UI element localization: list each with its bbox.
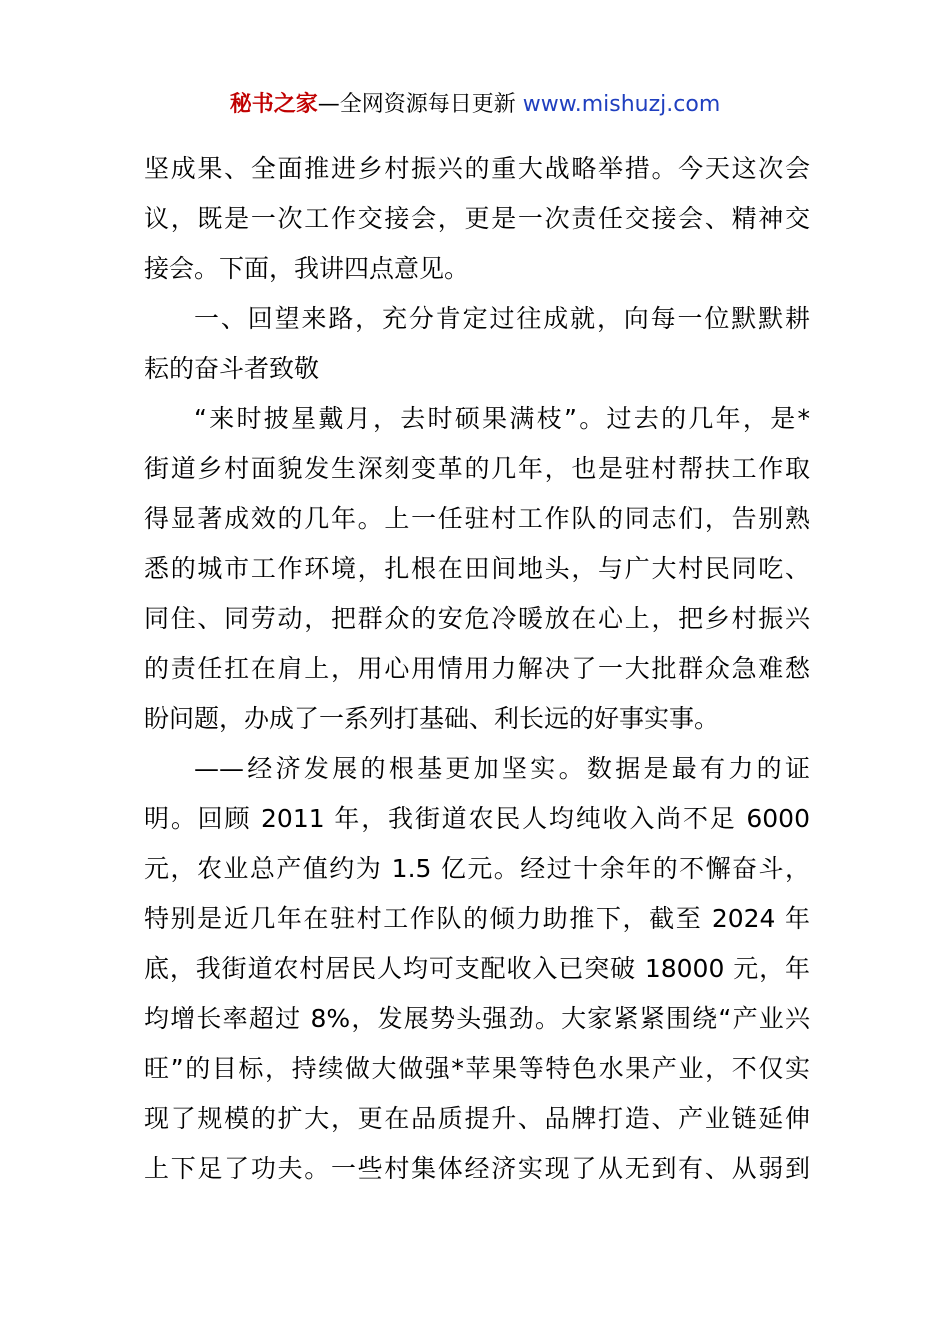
text-line: 悉的城市工作环境，扎根在田间地头，与广大村民同吃、: [144, 554, 810, 583]
text-line: 均增长率超过 8%，发展势头强劲。大家紧紧围绕“产业兴: [144, 1004, 810, 1033]
site-url-link[interactable]: www.mishuzj.com: [522, 92, 721, 117]
text-line: 得显著成效的几年。上一任驻村工作队的同志们，告别熟: [144, 504, 810, 533]
text-line: 接会。下面，我讲四点意见。: [144, 254, 470, 283]
text-line: 盼问题，办成了一系列打基础、利长远的好事实事。: [144, 704, 720, 733]
text-line: “来时披星戴月，去时硕果满枝”。过去的几年，是*: [194, 404, 810, 433]
section-heading-line: 一、回望来路，充分肯定过往成就，向每一位默默耕: [194, 304, 810, 333]
text-line: 元，农业总产值约为 1.5 亿元。经过十余年的不懈奋斗，: [144, 854, 810, 883]
section-heading-line: 耘的奋斗者致敬: [144, 354, 320, 383]
text-line: 坚成果、全面推进乡村振兴的重大战略举措。今天这次会: [144, 154, 810, 183]
header-tagline: —全网资源每日更新: [317, 92, 523, 117]
text-line: 现了规模的扩大，更在品质提升、品牌打造、产业链延伸: [144, 1104, 810, 1133]
document-body: [144, 144, 810, 1194]
text-line: 底，我街道农村居民人均可支配收入已突破 18000 元，年: [144, 954, 810, 983]
text-line: ——经济发展的根基更加坚实。数据是最有力的证: [194, 754, 810, 783]
text-line: 旺”的目标，持续做大做强*苹果等特色水果产业，不仅实: [144, 1054, 810, 1083]
page-header: [0, 88, 950, 122]
text-line: 的责任扛在肩上，用心用情用力解决了一大批群众急难愁: [144, 654, 810, 683]
text-line: 议，既是一次工作交接会，更是一次责任交接会、精神交: [144, 204, 810, 233]
text-line: 同住、同劳动，把群众的安危冷暖放在心上，把乡村振兴: [144, 604, 810, 633]
text-line: 明。回顾 2011 年，我街道农民人均纯收入尚不足 6000: [144, 804, 810, 833]
text-line: 街道乡村面貌发生深刻变革的几年，也是驻村帮扶工作取: [144, 454, 810, 483]
text-line: 特别是近几年在驻村工作队的倾力助推下，截至 2024 年: [144, 904, 810, 933]
brand-name: 秘书之家: [229, 92, 318, 117]
text-line: 上下足了功夫。一些村集体经济实现了从无到有、从弱到: [144, 1154, 810, 1183]
